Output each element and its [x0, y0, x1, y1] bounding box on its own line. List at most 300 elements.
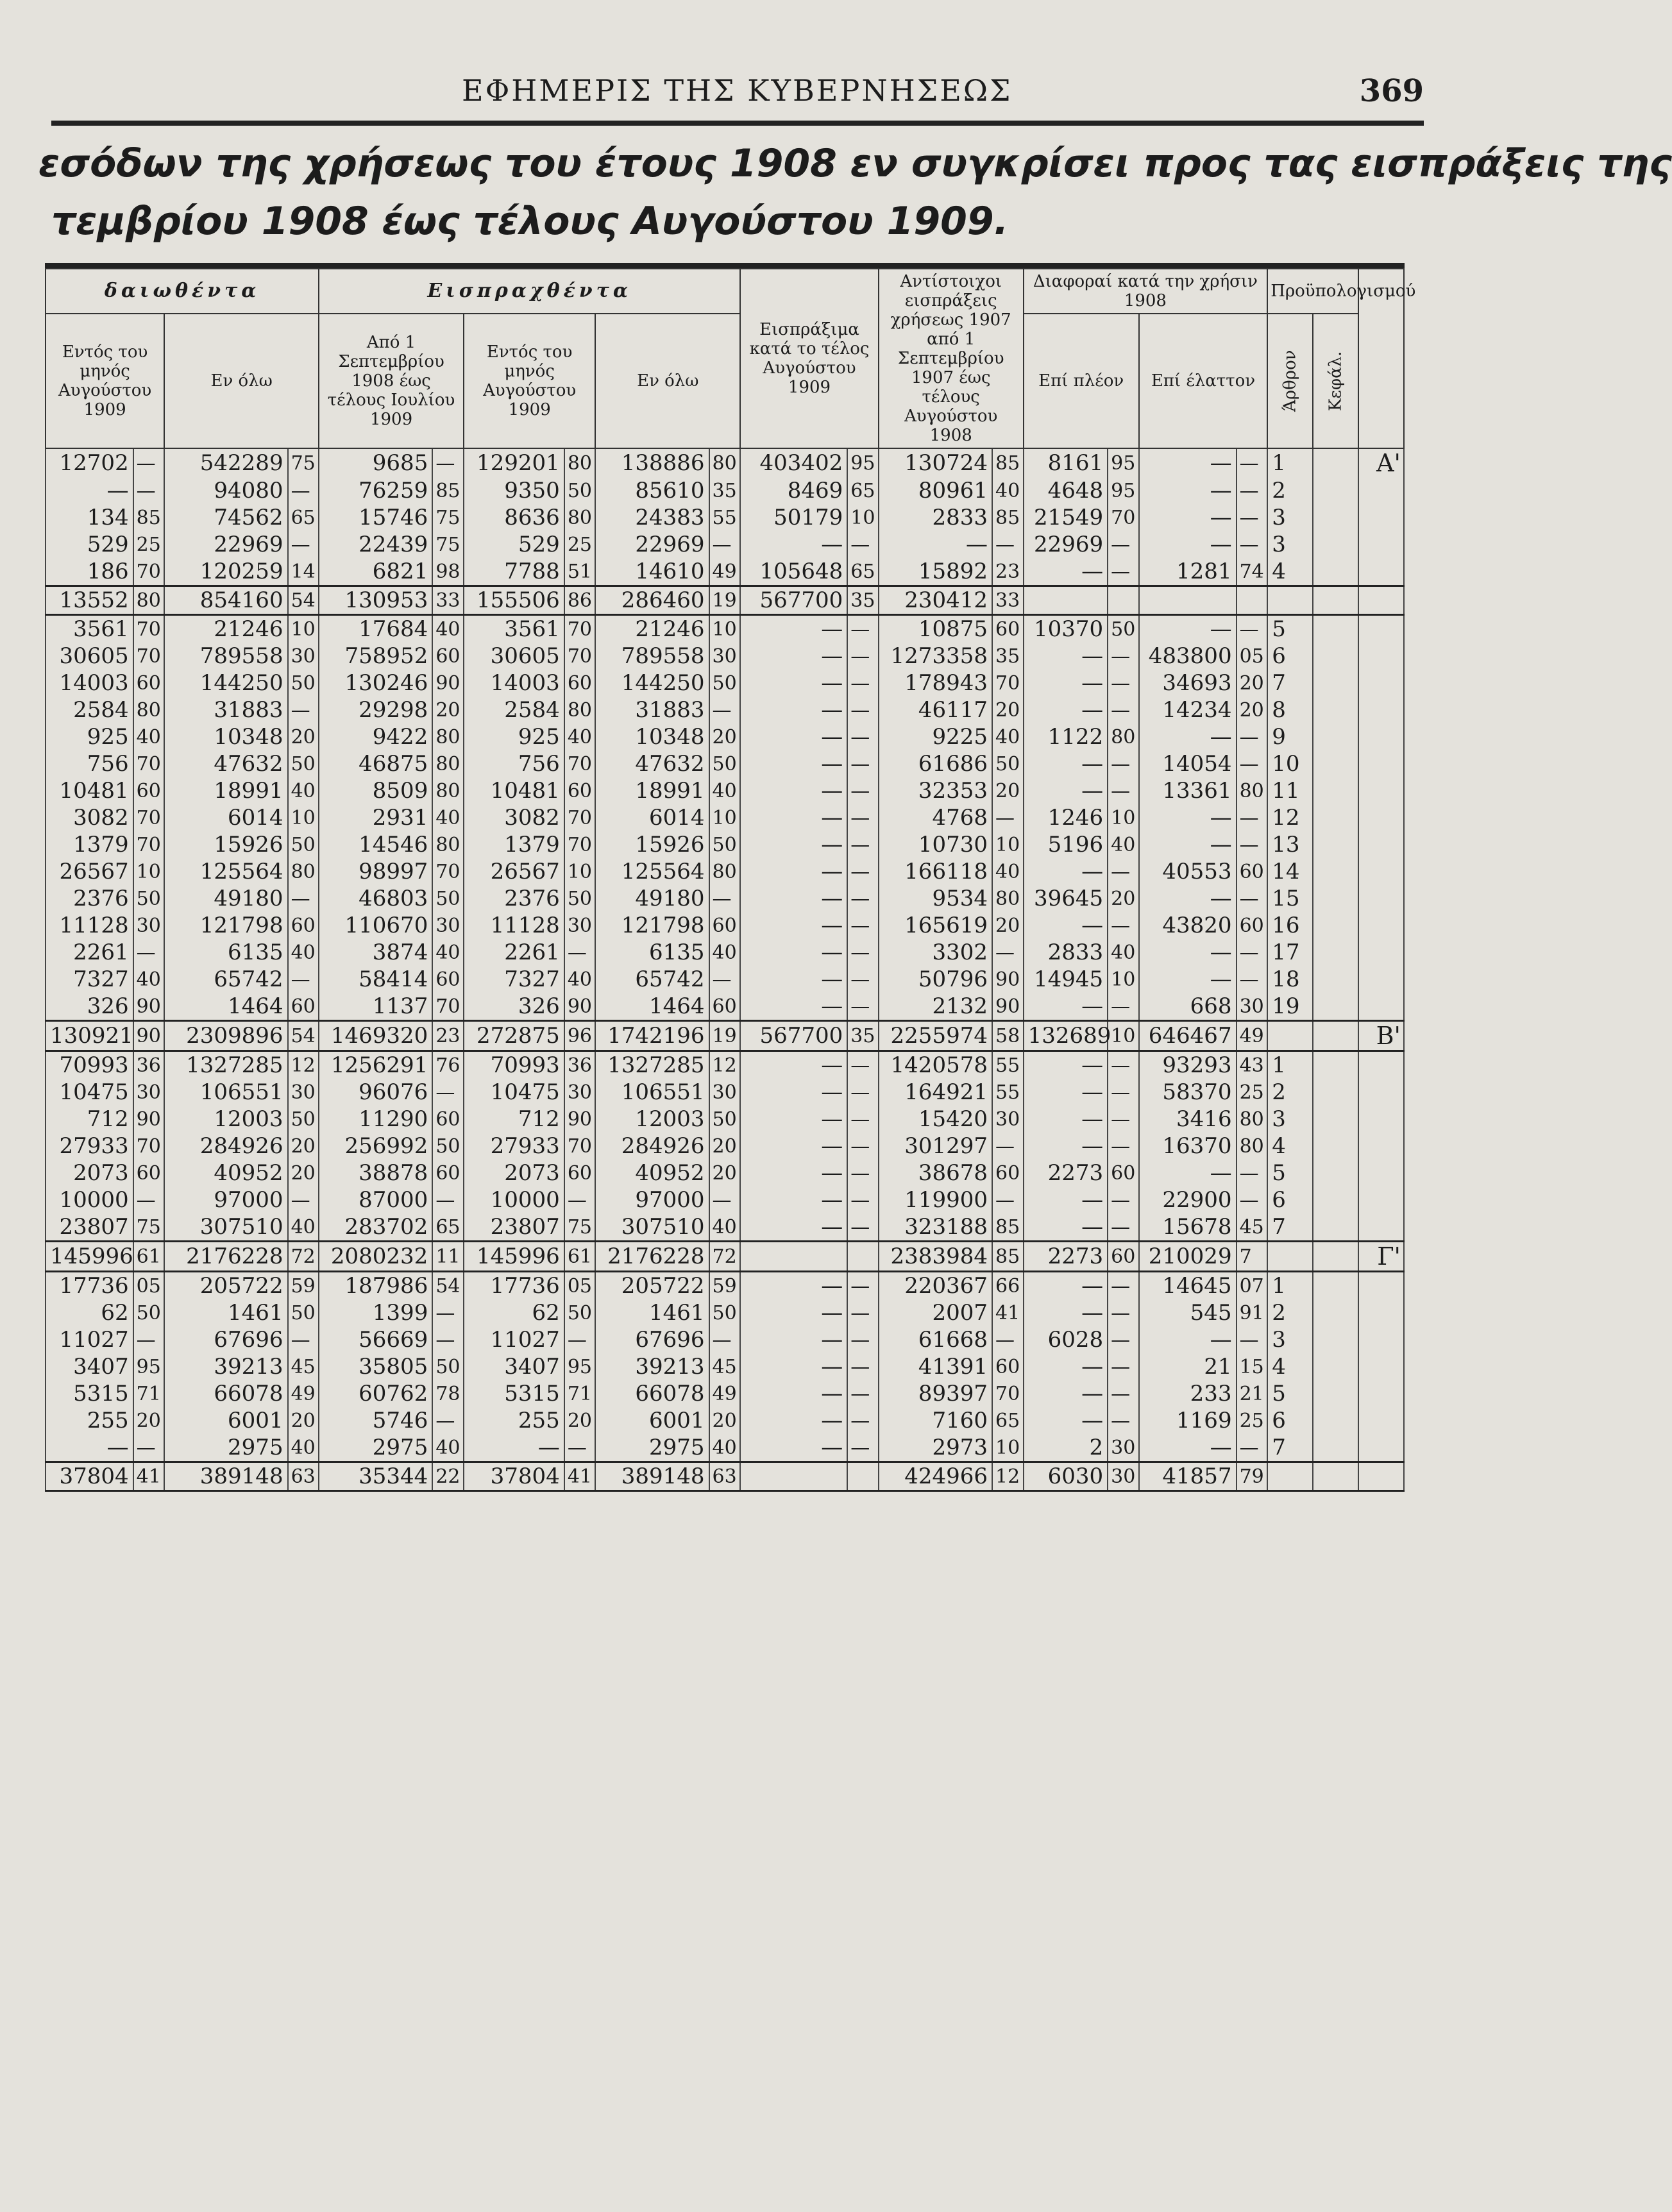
- cell-c4: 5315: [464, 1380, 564, 1407]
- cell-c2: 65742: [164, 966, 287, 993]
- table-row: [46, 448, 1404, 477]
- cell-c7: 80961: [879, 477, 992, 504]
- cell-c1-decimal: 70: [133, 643, 165, 670]
- cell-c1-decimal: 20: [133, 1407, 165, 1434]
- cell-chapter: [1313, 939, 1358, 966]
- cell-c2-decimal: 30: [288, 643, 319, 670]
- cell-c1: 70993: [46, 1051, 133, 1079]
- cell-c7: 2833: [879, 504, 992, 531]
- cell-c3: 187986: [319, 1272, 432, 1300]
- cell-c9-decimal: 21: [1237, 1380, 1268, 1407]
- cell-c9-decimal: —: [1237, 531, 1268, 558]
- cell-c4-decimal: 25: [564, 531, 596, 558]
- cell-c2-decimal: 20: [288, 1160, 319, 1186]
- cell-c3-decimal: 60: [432, 1106, 464, 1133]
- cell-c5: 18991: [595, 777, 709, 804]
- cell-c7-decimal: 60: [992, 615, 1024, 643]
- cell-c2-decimal: 20: [288, 1133, 319, 1160]
- cell-c9-decimal: —: [1237, 831, 1268, 858]
- cell-c7-decimal: —: [992, 804, 1024, 831]
- cell-c7: 32353: [879, 777, 992, 804]
- cell-c6-decimal: —: [847, 723, 879, 750]
- cell-c1-decimal: 80: [133, 697, 165, 723]
- cell-c9-decimal: 60: [1237, 912, 1268, 939]
- cell-c8: —: [1024, 670, 1108, 697]
- cell-c6: —: [740, 670, 847, 697]
- cell-c3: 46875: [319, 750, 432, 777]
- cell-c3: 2931: [319, 804, 432, 831]
- cell-c8-decimal: 70: [1108, 504, 1139, 531]
- cell-c2-decimal: 75: [288, 448, 319, 477]
- cell-c2: 6014: [164, 804, 287, 831]
- cell-c3: 1137: [319, 993, 432, 1021]
- cell-c4: 326: [464, 993, 564, 1021]
- cell-c1-decimal: 60: [133, 777, 165, 804]
- cell-c6-decimal: —: [847, 1106, 879, 1133]
- cell-chapter: [1313, 723, 1358, 750]
- cell-c7-decimal: —: [992, 531, 1024, 558]
- cell-c9: —: [1139, 615, 1237, 643]
- cell-c5-decimal: 49: [709, 558, 741, 586]
- cell-c8-decimal: —: [1108, 1353, 1139, 1380]
- cell-c9: 93293: [1139, 1051, 1237, 1079]
- cell-c5: 138886: [595, 448, 709, 477]
- cell-c1: 30605: [46, 643, 133, 670]
- cell-c5: 31883: [595, 697, 709, 723]
- cell-c3-decimal: 40: [432, 615, 464, 643]
- cell-c2: 2975: [164, 1434, 287, 1462]
- cell-c2: 2309896: [164, 1021, 287, 1051]
- cell-c1: 756: [46, 750, 133, 777]
- cell-c2: 94080: [164, 477, 287, 504]
- cell-section: [1358, 558, 1404, 586]
- cell-c2: 389148: [164, 1462, 287, 1491]
- cell-c4: 30605: [464, 643, 564, 670]
- cell-c8: 14945: [1024, 966, 1108, 993]
- cell-c7: 130724: [879, 448, 992, 477]
- cell-chapter: [1313, 1051, 1358, 1079]
- cell-c5: 24383: [595, 504, 709, 531]
- cell-c5-decimal: 55: [709, 504, 741, 531]
- cell-c5: 65742: [595, 966, 709, 993]
- cell-c1: 2584: [46, 697, 133, 723]
- table-row: [46, 531, 1404, 558]
- cell-c6-decimal: —: [847, 697, 879, 723]
- cell-c1-decimal: 90: [133, 1106, 165, 1133]
- cell-c9: 21: [1139, 1353, 1237, 1380]
- header-arthron: Άρθρον: [1267, 314, 1313, 448]
- cell-c1: 134: [46, 504, 133, 531]
- cell-c9-decimal: 74: [1237, 558, 1268, 586]
- cell-c7: 301297: [879, 1133, 992, 1160]
- cell-c4: 7788: [464, 558, 564, 586]
- cell-c8-decimal: 20: [1108, 885, 1139, 912]
- cell-c2: 125564: [164, 858, 287, 885]
- cell-c5-decimal: 30: [709, 1079, 741, 1106]
- cell-c9-decimal: 05: [1237, 643, 1268, 670]
- cell-c1-decimal: 70: [133, 1133, 165, 1160]
- cell-c7: 41391: [879, 1353, 992, 1380]
- cell-c8-decimal: —: [1108, 750, 1139, 777]
- cell-section: [1358, 1407, 1404, 1434]
- cell-c1: 23807: [46, 1213, 133, 1242]
- cell-c3: 46803: [319, 885, 432, 912]
- cell-section: [1358, 1213, 1404, 1242]
- cell-chapter: [1313, 1160, 1358, 1186]
- cell-c6-decimal: 35: [847, 1021, 879, 1051]
- cell-c2: 31883: [164, 697, 287, 723]
- cell-c6: —: [740, 993, 847, 1021]
- cell-chapter: [1313, 1462, 1358, 1491]
- cell-c2-decimal: 40: [288, 939, 319, 966]
- cell-c6: —: [740, 831, 847, 858]
- cell-c7-decimal: 30: [992, 1106, 1024, 1133]
- cell-c1-decimal: 90: [133, 1021, 165, 1051]
- cell-article: 12: [1267, 804, 1313, 831]
- cell-c5: 1464: [595, 993, 709, 1021]
- cell-c4: 10000: [464, 1186, 564, 1213]
- cell-c1-decimal: 95: [133, 1353, 165, 1380]
- cell-c9: —: [1139, 504, 1237, 531]
- header-eispr-total: Εν όλω: [595, 314, 740, 448]
- cell-c2: 97000: [164, 1186, 287, 1213]
- cell-c1-decimal: 41: [133, 1462, 165, 1491]
- cell-c7-decimal: —: [992, 1326, 1024, 1353]
- cell-c2: 205722: [164, 1272, 287, 1300]
- cell-c7: 1273358: [879, 643, 992, 670]
- cell-c2: 789558: [164, 643, 287, 670]
- cell-article: 3: [1267, 531, 1313, 558]
- header-epi-elatton: Επί έλαττον: [1139, 314, 1267, 448]
- cell-c3: 2080232: [319, 1242, 432, 1272]
- cell-section: [1358, 1299, 1404, 1326]
- cell-c9-decimal: —: [1237, 615, 1268, 643]
- cell-section: [1358, 1434, 1404, 1462]
- cell-chapter: [1313, 777, 1358, 804]
- cell-c2-decimal: 10: [288, 804, 319, 831]
- cell-section: Α': [1358, 448, 1404, 477]
- cell-c7-decimal: 55: [992, 1079, 1024, 1106]
- cell-c3: 110670: [319, 912, 432, 939]
- cell-c5: 66078: [595, 1380, 709, 1407]
- cell-c6-decimal: —: [847, 1434, 879, 1462]
- cell-section: [1358, 858, 1404, 885]
- cell-c4-decimal: 71: [564, 1380, 596, 1407]
- cell-c8: —: [1024, 697, 1108, 723]
- cell-section: [1358, 804, 1404, 831]
- cell-c6: —: [740, 531, 847, 558]
- cell-c9-decimal: 15: [1237, 1353, 1268, 1380]
- cell-c2-decimal: 80: [288, 858, 319, 885]
- cell-c6-decimal: —: [847, 804, 879, 831]
- revenue-table: [45, 263, 1416, 2115]
- cell-c1-decimal: 70: [133, 804, 165, 831]
- cell-c3-decimal: 85: [432, 477, 464, 504]
- cell-c3-decimal: 70: [432, 858, 464, 885]
- cell-c5-decimal: 49: [709, 1380, 741, 1407]
- cell-c2: 854160: [164, 586, 287, 615]
- cell-c1: —: [46, 1434, 133, 1462]
- cell-c3-decimal: 76: [432, 1051, 464, 1079]
- cell-c7-decimal: 60: [992, 1160, 1024, 1186]
- cell-c5: 1742196: [595, 1021, 709, 1051]
- cell-c7: 50796: [879, 966, 992, 993]
- cell-c2-decimal: 65: [288, 504, 319, 531]
- cell-c7: 15892: [879, 558, 992, 586]
- cell-article: 7: [1267, 670, 1313, 697]
- cell-c5: 789558: [595, 643, 709, 670]
- cell-section: [1358, 1133, 1404, 1160]
- cell-c3-decimal: 65: [432, 1213, 464, 1242]
- cell-chapter: [1313, 858, 1358, 885]
- cell-c4-decimal: 60: [564, 1160, 596, 1186]
- cell-c6: —: [740, 643, 847, 670]
- cell-section: [1358, 697, 1404, 723]
- cell-c8: —: [1024, 912, 1108, 939]
- cell-c2: 284926: [164, 1133, 287, 1160]
- table-row: [46, 1353, 1404, 1380]
- cell-c4: 23807: [464, 1213, 564, 1242]
- cell-c7-decimal: 85: [992, 1213, 1024, 1242]
- cell-c8-decimal: —: [1108, 1380, 1139, 1407]
- cell-c8-decimal: —: [1108, 1407, 1139, 1434]
- cell-section: [1358, 993, 1404, 1021]
- cell-c4: 3407: [464, 1353, 564, 1380]
- cell-c9: 483800: [1139, 643, 1237, 670]
- cell-c8-decimal: —: [1108, 1272, 1139, 1300]
- cell-c8: 132689: [1024, 1021, 1108, 1051]
- cell-c3: 60762: [319, 1380, 432, 1407]
- cell-c8: 6028: [1024, 1326, 1108, 1353]
- cell-c2: 12003: [164, 1106, 287, 1133]
- cell-chapter: [1313, 615, 1358, 643]
- cell-c8-decimal: 95: [1108, 448, 1139, 477]
- cell-c4: 10481: [464, 777, 564, 804]
- page-header: [51, 69, 1424, 126]
- cell-c6: —: [740, 697, 847, 723]
- cell-c6-decimal: —: [847, 1133, 879, 1160]
- cell-c5-decimal: —: [709, 1186, 741, 1213]
- cell-c2-decimal: 60: [288, 912, 319, 939]
- cell-c5-decimal: 12: [709, 1051, 741, 1079]
- cell-c4: 3561: [464, 615, 564, 643]
- cell-c5: 6001: [595, 1407, 709, 1434]
- cell-c6: —: [740, 1133, 847, 1160]
- cell-c5: 47632: [595, 750, 709, 777]
- cell-c2-decimal: 50: [288, 1106, 319, 1133]
- cell-c9-decimal: 43: [1237, 1051, 1268, 1079]
- cell-c4: 8636: [464, 504, 564, 531]
- cell-c6-decimal: —: [847, 993, 879, 1021]
- cell-c4-decimal: 80: [564, 448, 596, 477]
- cell-c1: 130921: [46, 1021, 133, 1051]
- cell-c9-decimal: —: [1237, 723, 1268, 750]
- cell-c6: —: [740, 1434, 847, 1462]
- cell-c5: 2975: [595, 1434, 709, 1462]
- cell-c8-decimal: 10: [1108, 966, 1139, 993]
- cell-c4-decimal: 70: [564, 643, 596, 670]
- cell-c5: 2176228: [595, 1242, 709, 1272]
- cell-c7: 178943: [879, 670, 992, 697]
- cell-c1-decimal: 70: [133, 750, 165, 777]
- cell-c6: —: [740, 1407, 847, 1434]
- cell-c2-decimal: 63: [288, 1462, 319, 1491]
- cell-c7: 1420578: [879, 1051, 992, 1079]
- cell-c1-decimal: 70: [133, 558, 165, 586]
- cell-c3: 283702: [319, 1213, 432, 1242]
- cell-article: 13: [1267, 831, 1313, 858]
- cell-c6: 403402: [740, 448, 847, 477]
- cell-c8-decimal: —: [1108, 1133, 1139, 1160]
- cell-c9: 646467: [1139, 1021, 1237, 1051]
- cell-c1: 27933: [46, 1133, 133, 1160]
- cell-c6-decimal: —: [847, 1160, 879, 1186]
- cell-section: [1358, 670, 1404, 697]
- cell-article: 4: [1267, 1133, 1313, 1160]
- cell-c8: —: [1024, 1353, 1108, 1380]
- cell-c6-decimal: —: [847, 615, 879, 643]
- cell-section: [1358, 912, 1404, 939]
- cell-c7: 2255974: [879, 1021, 992, 1051]
- cell-c2-decimal: —: [288, 966, 319, 993]
- cell-c1-decimal: 25: [133, 531, 165, 558]
- cell-c6: —: [740, 1160, 847, 1186]
- cell-c3: 3874: [319, 939, 432, 966]
- cell-c6-decimal: —: [847, 1272, 879, 1300]
- cell-c3-decimal: 75: [432, 531, 464, 558]
- cell-c8: —: [1024, 1186, 1108, 1213]
- cell-c5-decimal: —: [709, 885, 741, 912]
- cell-c2: 121798: [164, 912, 287, 939]
- cell-c7-decimal: —: [992, 1133, 1024, 1160]
- cell-c6-decimal: 65: [847, 477, 879, 504]
- cell-c1: 186: [46, 558, 133, 586]
- table-row: [46, 1133, 1404, 1160]
- cell-c7: 164921: [879, 1079, 992, 1106]
- cell-c9: —: [1139, 531, 1237, 558]
- cell-c5: 10348: [595, 723, 709, 750]
- cell-chapter: [1313, 586, 1358, 615]
- cell-c7: 9534: [879, 885, 992, 912]
- cell-c5-decimal: 50: [709, 750, 741, 777]
- cell-c3: 758952: [319, 643, 432, 670]
- cell-c7: 2007: [879, 1299, 992, 1326]
- cell-chapter: [1313, 448, 1358, 477]
- cell-article: 11: [1267, 777, 1313, 804]
- cell-section: [1358, 1353, 1404, 1380]
- cell-c5-decimal: 30: [709, 643, 741, 670]
- cell-chapter: [1313, 643, 1358, 670]
- cell-c1: 26567: [46, 858, 133, 885]
- cell-c8-decimal: —: [1108, 1299, 1139, 1326]
- cell-c4-decimal: 80: [564, 504, 596, 531]
- cell-chapter: [1313, 670, 1358, 697]
- cell-article: 1: [1267, 448, 1313, 477]
- cell-c3-decimal: 50: [432, 1353, 464, 1380]
- table-row: [46, 1213, 1404, 1242]
- cell-c1: 11128: [46, 912, 133, 939]
- cell-c6: —: [740, 1213, 847, 1242]
- cell-c8-decimal: —: [1108, 912, 1139, 939]
- cell-article: [1267, 586, 1313, 615]
- cell-c3: 15746: [319, 504, 432, 531]
- header-epi-pleon: Επί πλέον: [1024, 314, 1139, 448]
- cell-c1: 326: [46, 993, 133, 1021]
- cell-c3-decimal: 80: [432, 723, 464, 750]
- cell-c3-decimal: 22: [432, 1462, 464, 1491]
- cell-article: 10: [1267, 750, 1313, 777]
- cell-c2-decimal: 30: [288, 1079, 319, 1106]
- table-title-line-2: τεμβρίου 1908 έως τέλους Αυγούστου 1909.: [51, 199, 1009, 244]
- cell-c7-decimal: 20: [992, 697, 1024, 723]
- cell-c2: 39213: [164, 1353, 287, 1380]
- table-row: [46, 1272, 1404, 1300]
- cell-c3-decimal: —: [432, 1186, 464, 1213]
- cell-c3-decimal: 98: [432, 558, 464, 586]
- cell-c5-decimal: 10: [709, 804, 741, 831]
- cell-c9-decimal: —: [1237, 448, 1268, 477]
- cell-c9: —: [1139, 939, 1237, 966]
- cell-c4: 27933: [464, 1133, 564, 1160]
- cell-c1-decimal: 71: [133, 1380, 165, 1407]
- cell-c3: 14546: [319, 831, 432, 858]
- cell-c2: 18991: [164, 777, 287, 804]
- cell-c8: —: [1024, 1051, 1108, 1079]
- cell-c1: 3082: [46, 804, 133, 831]
- cell-c4: 70993: [464, 1051, 564, 1079]
- cell-c5-decimal: 60: [709, 912, 741, 939]
- cell-c5: 144250: [595, 670, 709, 697]
- cell-chapter: [1313, 1242, 1358, 1272]
- cell-c7-decimal: 70: [992, 1380, 1024, 1407]
- cell-c9-decimal: 25: [1237, 1079, 1268, 1106]
- cell-section: [1358, 723, 1404, 750]
- cell-c4: 712: [464, 1106, 564, 1133]
- cell-c3: 2975: [319, 1434, 432, 1462]
- cell-c2: 1461: [164, 1299, 287, 1326]
- cell-c9: —: [1139, 448, 1237, 477]
- cell-c8: —: [1024, 750, 1108, 777]
- cell-c7-decimal: 12: [992, 1462, 1024, 1491]
- cell-c6-decimal: —: [847, 912, 879, 939]
- table-row: [46, 966, 1404, 993]
- table-row: [46, 831, 1404, 858]
- table-row: [46, 723, 1404, 750]
- cell-c6: —: [740, 1186, 847, 1213]
- cell-c5: 205722: [595, 1272, 709, 1300]
- cell-c6-decimal: —: [847, 885, 879, 912]
- table-row: [46, 1160, 1404, 1186]
- cell-c1-decimal: 40: [133, 723, 165, 750]
- cell-c5-decimal: 60: [709, 993, 741, 1021]
- cell-c4: 62: [464, 1299, 564, 1326]
- cell-section: [1358, 939, 1404, 966]
- table-row: [46, 1079, 1404, 1106]
- cell-c9-decimal: —: [1237, 804, 1268, 831]
- cell-c3-decimal: 60: [432, 966, 464, 993]
- cell-c1: 5315: [46, 1380, 133, 1407]
- cell-c5-decimal: —: [709, 966, 741, 993]
- cell-section: [1358, 1272, 1404, 1300]
- cell-c4: 272875: [464, 1021, 564, 1051]
- cell-c6-decimal: 65: [847, 558, 879, 586]
- cell-article: 19: [1267, 993, 1313, 1021]
- cell-c5: 22969: [595, 531, 709, 558]
- cell-c3: 56669: [319, 1326, 432, 1353]
- cell-c8: 1246: [1024, 804, 1108, 831]
- cell-c5: 284926: [595, 1133, 709, 1160]
- cell-c8-decimal: —: [1108, 1079, 1139, 1106]
